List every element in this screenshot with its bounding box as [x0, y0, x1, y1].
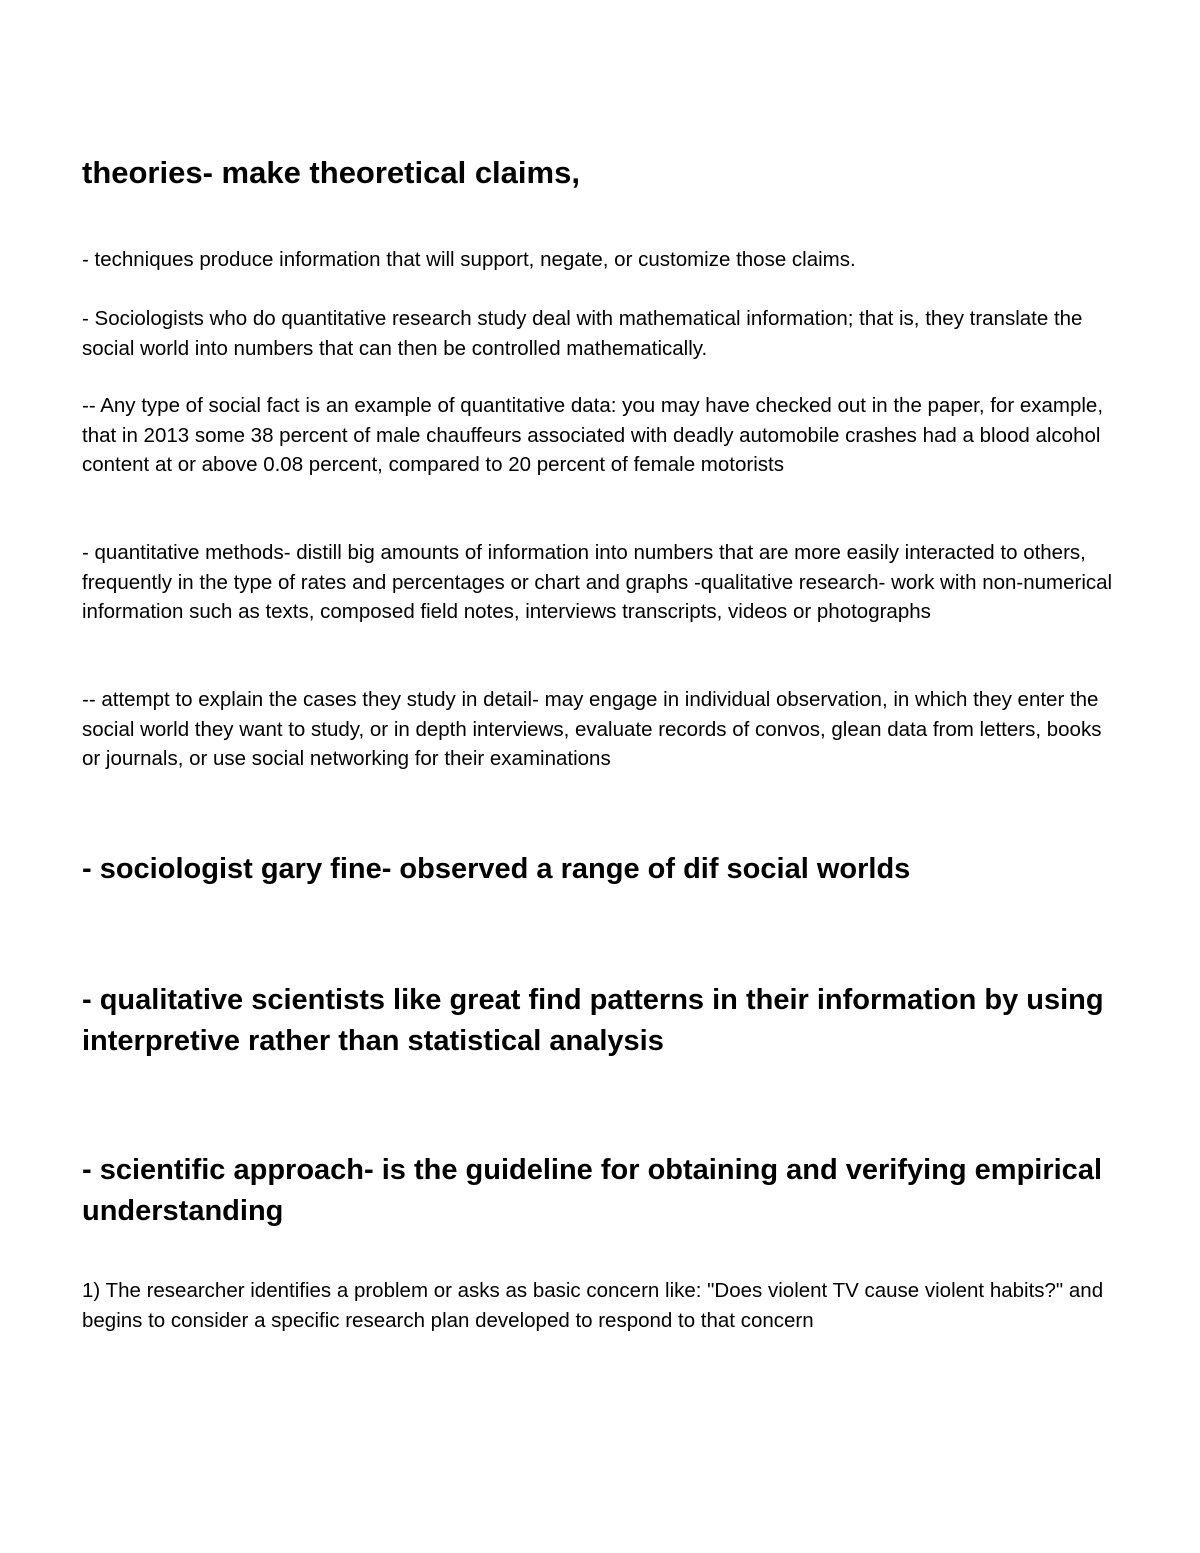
paragraph-researcher-identifies: 1) The researcher identifies a problem or asks as basic concern like: "Does violent TV cause violent habits?" and begins to consider a specific research plan developed to respond to that concern	[82, 1279, 1104, 1332]
document-title: theories- make theoretical claims,	[82, 155, 580, 190]
bold-point-gary-fine: - sociologist gary fine- observed a range of dif social worlds	[82, 853, 911, 885]
bold-point-scientific-approach: - scientific approach- is the guideline for obtaining and verifying empirical understanding	[82, 1154, 1102, 1227]
paragraph-quantitative-research: - Sociologists who do quantitative research study deal with mathematical information; that is, they translate the social world into numbers that can then be controlled mathematically.	[82, 307, 1083, 360]
bold-point-qualitative-scientists: - qualitative scientists like great find patterns in their information by using interpretive rather than statistical analysis	[82, 984, 1104, 1057]
paragraph-techniques: - techniques produce information that will support, negate, or customize those claims.	[82, 248, 856, 271]
paragraph-quantitative-methods: - quantitative methods- distill big amounts of information into numbers that are more easily interacted to others, frequently in the type of rates and percentages or chart and graphs -qualitative research- work with non-numerical information such as texts, composed field notes, interviews transcripts, videos or photographs	[82, 541, 1113, 623]
paragraph-social-fact: -- Any type of social fact is an example of quantitative data: you may have checked out in the paper, for example, that in 2013 some 38 percent of male chauffeurs associated with deadly automobile crashes had a blood alcohol content at or above 0.08 percent, compared to 20 percent of female motorists	[82, 394, 1104, 476]
paragraph-explain-cases: -- attempt to explain the cases they study in detail- may engage in individual observation, in which they enter the social world they want to study, or in depth interviews, evaluate records of convos, glean data from letters, books or journals, or use social networking for their examinations	[82, 688, 1102, 770]
